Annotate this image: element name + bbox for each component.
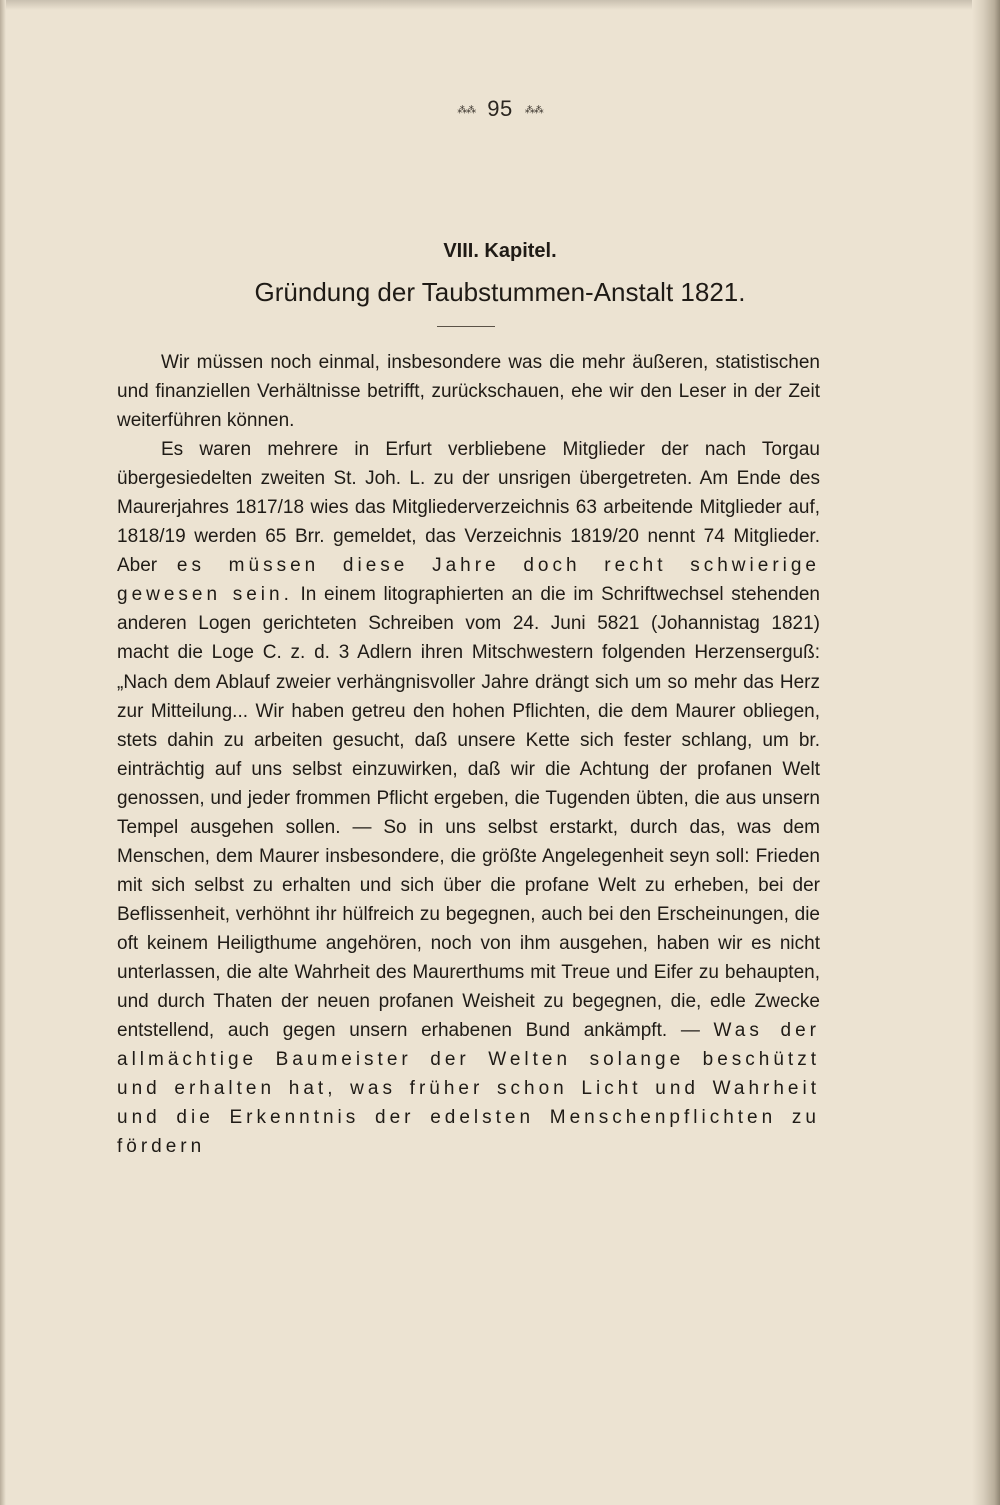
ornament-left-icon: ⁂⁂ <box>457 104 476 116</box>
paragraph-2-emphasis-1: es müssen diese Jahre doch recht schwierige gewesen sein. <box>117 555 820 606</box>
paragraph-2-emphasis-3: Was der allmächtige Baumeister der Welten solange beschützt und erhalten hat, was früher schon Licht und Wahrheit und die Erkenntnis der edelsten Menschenpflichten zu fördern <box>117 1020 820 1158</box>
chapter-label: VIII. Kapitel. <box>443 240 557 262</box>
title-rule <box>437 326 495 327</box>
page-edge-top <box>0 0 1000 10</box>
page-number: 95 <box>487 96 513 121</box>
paragraph-2-part-3: „Nach dem Ablauf zweier verhängnisvoller Jahre drängt sich um so mehr das Herz zur Mitteilung... Wir haben getreu den hohen Pflichten, die dem Maurer obliegen, stets dahin zu arbeiten gesucht, daß unsere Kette sich fester schlang, um br. einträchtig auf uns selbst einzuwirken, daß wir die Achtung der profanen Welt genossen, und jeder frommen Pflicht ergeben, die Tugenden übten, die aus unsern Tempel ausgehen sollen. — So in uns selbst erstarkt, durch das, was dem Menschen, dem Maurer insbesondere, die größte Angelegenheit seyn soll: Frieden mit sich selbst zu erhalten und sich über die profane Welt zu erheben, bei der Beflissenheit, verhöhnt ihr hülfreich zu begegnen, auch bei den Erscheinungen, die oft keinem Heiligthume angehören, noch von ihm ausgehen, haben wir es nicht unterlassen, die alte Wahrheit des Maurerthums mit Treue und Eifer zu behaupten, und durch Thaten der neuen profanen Weisheit zu begegnen, die, edle Zwecke entstellend, auch gegen unsern erhabenen Bund ankämpft. — <box>117 671 820 1042</box>
paragraph-1: Wir müssen noch einmal, insbesondere was die mehr äußeren, statistischen und finanziellen Verhältnisse betrifft, zurückschauen, ehe wir den Leser in der Zeit weiterführen können. <box>117 352 820 432</box>
ornament-right-icon: ⁂⁂ <box>524 104 543 116</box>
paragraph-2-part-1: Es waren mehrere in Erfurt verbliebene Mitglieder der nach Torgau übergesiedelten zweiten St. Joh. L. zu der unsrigen übergetreten. Am Ende des Maurerjahres 1817/18 wies das Mitgliederverzeichnis 63 arbeitende Mitglieder auf, 1818/19 werden 65 Brr. gemeldet, das Verzeichnis 1819/20 nennt 74 Mitglieder. Aber <box>117 439 820 577</box>
chapter-title: Gründung der Taubstummen-Anstalt 1821. <box>254 277 746 307</box>
body-text <box>117 348 820 1161</box>
paragraph-2-part-2: In einem litographierten an die im Schriftwechsel stehenden anderen Logen gerichteten Schreiben vom 24. Juni 5821 (Johannistag 1821) macht die Loge C. z. d. 3 Adlern ihren Mitschwestern folgenden <box>117 584 820 664</box>
paragraph-2-emphasis-2: Herzenserguß: <box>694 642 820 664</box>
paragraph-2 <box>117 435 820 1161</box>
page-edge-right <box>972 0 1000 1505</box>
page-header <box>0 96 1000 122</box>
page-edge-left <box>0 0 6 1505</box>
